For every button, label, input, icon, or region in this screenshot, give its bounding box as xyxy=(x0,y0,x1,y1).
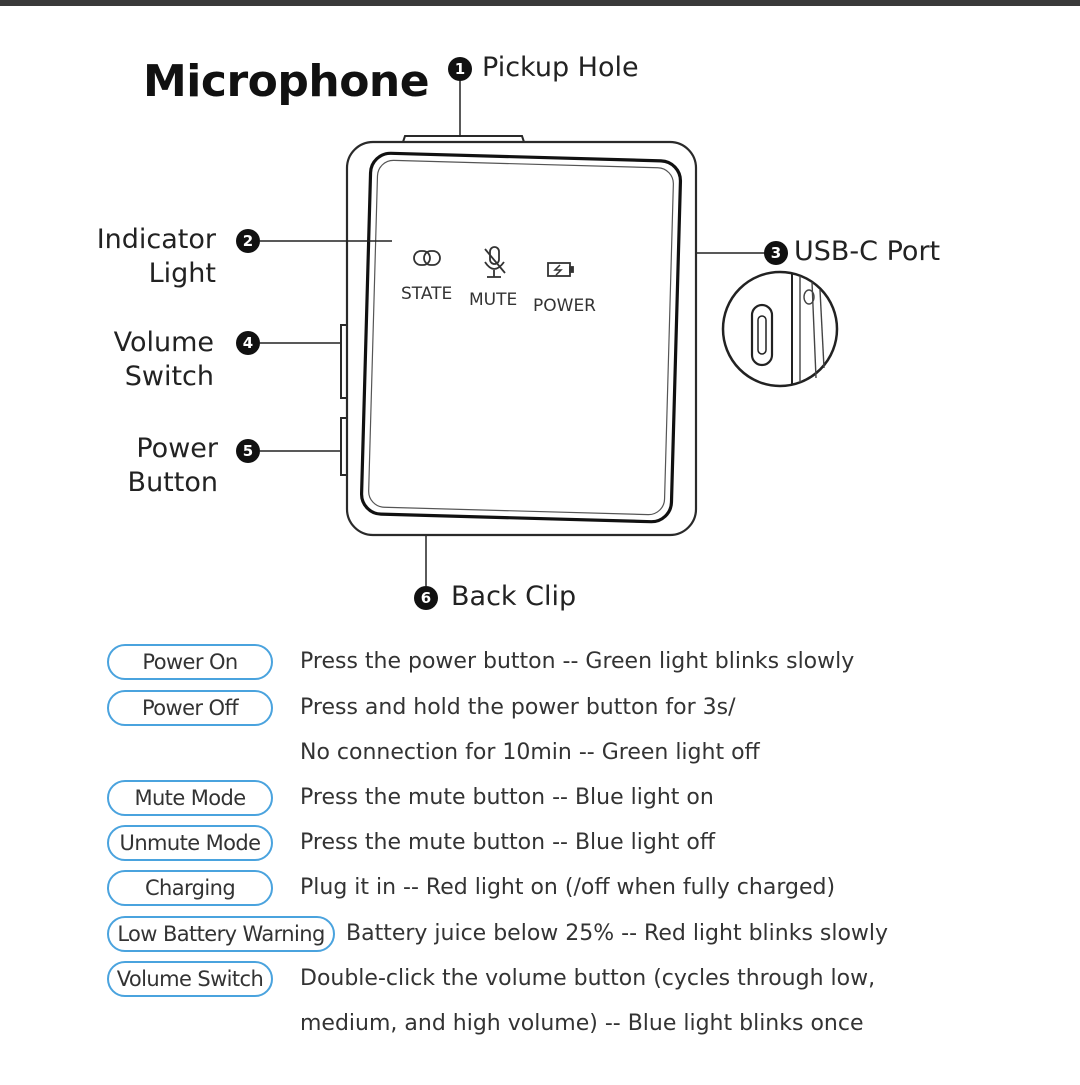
power-button-label-line1: Power xyxy=(136,433,218,464)
table-row xyxy=(0,870,1080,910)
mode-tag: Unmute Mode xyxy=(107,825,273,861)
table-row xyxy=(0,644,1080,684)
mute-label: MUTE xyxy=(469,290,518,310)
mode-description: Plug it in -- Red light on (/off when fully charged) xyxy=(300,875,836,900)
mode-tag: Power Off xyxy=(107,690,273,726)
mode-description: Press the mute button -- Blue light off xyxy=(300,830,715,855)
indicator-light-label-line1: Indicator xyxy=(96,224,216,255)
back-clip-label: Back Clip xyxy=(451,581,577,612)
callout-number-2: 2 xyxy=(236,229,260,253)
table-row xyxy=(0,690,1080,780)
table-row xyxy=(0,780,1080,820)
mode-description: No connection for 10min -- Green light off xyxy=(300,740,760,765)
mode-description: Battery juice below 25% -- Red light blinks slowly xyxy=(346,921,889,946)
table-row xyxy=(0,825,1080,865)
volume-switch-label xyxy=(60,326,214,394)
mode-description: Double-click the volume button (cycles through low, xyxy=(300,966,876,991)
power-button-label xyxy=(60,432,218,500)
mode-description: medium, and high volume) -- Blue light blinks once xyxy=(300,1011,864,1036)
usb-c-zoom-detail xyxy=(723,272,837,386)
mode-description: Press the power button -- Green light blinks slowly xyxy=(300,649,855,674)
state-label: STATE xyxy=(401,284,453,304)
callout-number-5: 5 xyxy=(236,439,260,463)
table-row xyxy=(0,916,1080,956)
indicator-light-label-line2: Light xyxy=(148,258,216,289)
front-panel xyxy=(361,153,681,523)
callout-number-4: 4 xyxy=(236,331,260,355)
power-button-label-line2: Button xyxy=(127,467,218,498)
callout-number-1: 1 xyxy=(448,57,472,81)
callout-number-3: 3 xyxy=(764,241,788,265)
power-indicator-label: POWER xyxy=(533,296,596,316)
mode-tag: Volume Switch xyxy=(107,961,273,997)
mode-tag: Charging xyxy=(107,870,273,906)
indicator-light-label xyxy=(60,223,216,291)
table-row xyxy=(0,961,1080,1051)
mode-tag: Low Battery Warning xyxy=(107,916,335,952)
mode-description: Press the mute button -- Blue light on xyxy=(300,785,714,810)
mode-table xyxy=(0,640,1080,1080)
volume-switch-label-line2: Switch xyxy=(124,361,214,392)
callout-number-6: 6 xyxy=(414,586,438,610)
volume-switch-label-line1: Volume xyxy=(113,327,214,358)
mode-description: Press and hold the power button for 3s/ xyxy=(300,695,736,720)
mode-tag: Mute Mode xyxy=(107,780,273,816)
diagram-title: Microphone xyxy=(143,56,430,107)
usb-c-port-label: USB-C Port xyxy=(794,236,941,267)
mode-tag: Power On xyxy=(107,644,273,680)
pickup-hole-label: Pickup Hole xyxy=(482,52,639,83)
